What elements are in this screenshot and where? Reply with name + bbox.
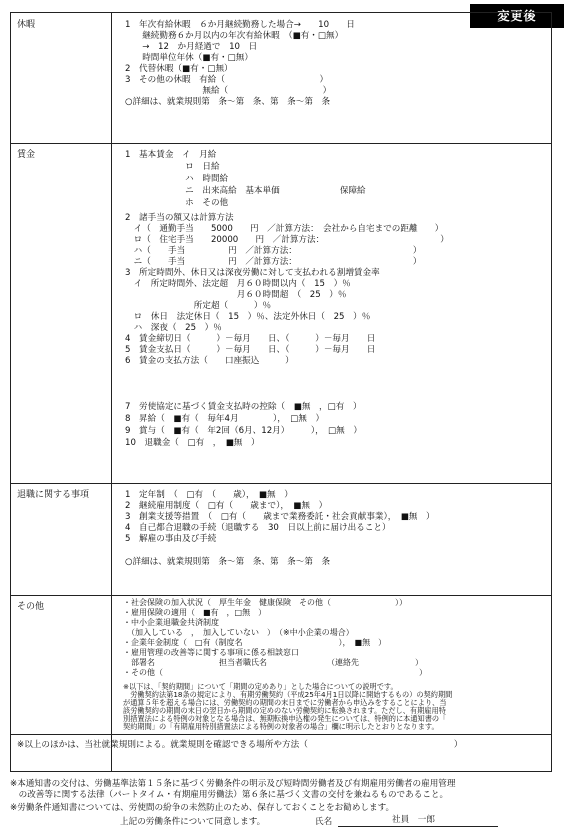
chingin-line: ロ 休日 法定休日（ 15 ）％、法定外休日（ 25 ）％ (125, 312, 371, 322)
chingin-line: ロ（ 住宅手当 20000 円 ／計算方法： ） (125, 235, 449, 245)
category-chingin: 賃金 (17, 150, 36, 160)
chingin-line: ハ 時間給 (125, 174, 229, 184)
notice-line: ※労働条件通知書については、労使間の紛争の未然防止のため、保存しておくことをお勧めします。 (10, 803, 395, 813)
chingin-line: 10 退職金（ □有 ， ■無 ） (125, 438, 260, 448)
note-line: 労働契約法第18条の規定により、有期労働契約（平成25年4月1日以降に開始するもの）の契約期間 (123, 690, 453, 699)
note-line: 契約期間」の「有期雇用特別措置法による特例の対象者の場合」欄に明示したとおりとなります。 (123, 722, 439, 731)
column-divider (111, 13, 112, 771)
notice-line: ※本通知書の交付は、労働基準法第１５条に基づく労働条件の明示及び短時間労働者及び有期雇用労働者の雇用管理 (10, 779, 456, 789)
taishoku-line: 5 解雇の事由及び手続 (125, 534, 217, 544)
taishoku-line: ○詳細は、就業規則第 条～第 条、第 条～第 条 (125, 557, 331, 567)
name-label: 氏名 (315, 817, 333, 827)
category-sonota: その他 (17, 602, 45, 612)
kyuka-line: → 12 か月経過で 10 日 (125, 42, 258, 52)
chingin-line: ロ 日給 (125, 162, 220, 172)
note-line: 別措置法による特例の対象となる場合は、無期転換申込権の発生については、特例的に本通知書の「 (123, 714, 447, 723)
employee-name: 社員 一郎 (392, 815, 435, 825)
row-divider (11, 483, 551, 484)
chingin-line: ハ（ 手当 円 ／計算方法： ） (125, 246, 422, 256)
chingin-line: ハ 深夜（ 25 ）％ (125, 323, 222, 333)
rules-reference-row: ※以上のほかは、当社就業規則による。就業規則を確認できる場所や方法（ ） (17, 740, 463, 750)
sonota-line: ・社会保険の加入状況（ 厚生年金 健康保険 その他（ ）） (123, 598, 407, 607)
chingin-line: 5 賃金支払日（ ）－毎月 日、（ ）－毎月 日 (125, 345, 376, 355)
chingin-line: 8 昇給（ ■有（ 毎年4月 ）， □無 ） (125, 414, 325, 424)
chingin-line: ニ（ 手当 円 ／計算方法： ） (125, 257, 422, 267)
kyuka-line: 1 年次有給休暇 ６か月継続勤務した場合→ 10 日 (125, 20, 355, 30)
sonota-line: ・雇用管理の改善等に関する事項に係る相談窓口 (123, 648, 299, 657)
note-line: ※以下は、「契約期間」について「期間の定めあり」とした場合についての説明です。 (123, 682, 398, 691)
taishoku-line: 4 自己都合退職の手続（退職する 30 日以上前に届け出ること） (125, 523, 391, 533)
kyuka-line: 時間単位年休（■有・□無） (125, 53, 253, 63)
kyuka-line: 継続勤務６か月以内の年次有給休暇 （■有・□無） (125, 31, 344, 41)
sonota-line: ・企業年金制度（ □有（制度名 ）， ■無 ） (123, 638, 387, 647)
row-divider (11, 143, 551, 144)
chingin-line: 3 所定時間外、休日又は深夜労働に対して支払われる割増賃金率 (125, 268, 380, 278)
chingin-line: 6 賃金の支払方法（ 口座振込 ） (125, 356, 294, 366)
taishoku-line: 3 創業支援等措置 （ □有（ 歳まで業務委託・社会貢献事業）， ■無 ） (125, 512, 435, 522)
chingin-line: 9 賞与（ ■有（ 年2回（6月、12月） ）， □無 ） (125, 426, 362, 436)
note-line: 該労働契約の期間の末日の翌日から期間の定めのない労働契約に転換されます。ただし、有期雇用特 (123, 706, 446, 715)
chingin-line: ニ 出来高給 基本単価 保障給 (125, 186, 366, 196)
chingin-line: ホ その他 (125, 198, 229, 208)
agreement-statement: 上記の労働条件について同意します。 (120, 817, 266, 827)
change-after-badge: 変更後 (470, 4, 564, 28)
sonota-line: ・中小企業退職金共済制度 (123, 618, 219, 627)
chingin-line: イ（ 通勤手当 5000 円 ／計算方法： 会社から自宅までの距離 ） (125, 224, 444, 234)
chingin-line: 4 賃金締切日（ ）－毎月 日、（ ）－毎月 日 (125, 334, 376, 344)
kyuka-line: 2 代替休暇（■有・□無） (125, 64, 233, 74)
kyuka-line: 3 その他の休暇 有給（ ） (125, 75, 329, 85)
signature-line (338, 826, 498, 827)
sonota-line: （加入している ， 加入していない ） （※中小企業の場合） (123, 628, 354, 637)
taishoku-line: 2 継続雇用制度（ □有（ 歳まで）， ■無 ） (125, 501, 328, 511)
chingin-line: 1 基本賃金 イ 月給 (125, 150, 217, 160)
note-line: が通算５年を超える場合には、労働契約の期間の末日までに労働者から申込みをすることにより、当 (123, 698, 447, 707)
chingin-line: 所定超（ ）％ (125, 301, 272, 311)
chingin-line: イ 所定時間外、法定超 月６０時間以内（ 15 ）％ (125, 279, 351, 289)
category-kyuka: 休暇 (17, 20, 36, 30)
category-taishoku: 退職に関する事項 (17, 490, 90, 500)
notice-line: の改善等に関する法律（パートタイム・有期雇用労働法）第６条に基づく文書の交付を兼ねるものであること。 (10, 790, 449, 800)
chingin-line: 7 労使協定に基づく賃金支払時の控除（ ■無 ，□有 ） (125, 402, 362, 412)
kyuka-line: ○詳細は、就業規則第 条～第 条、第 条～第 条 (125, 97, 331, 107)
sonota-line: 部署名 担当者職氏名 （連絡先 ） (123, 658, 423, 667)
sonota-line: ・その他（ ） (123, 668, 427, 677)
taishoku-line: 1 定年制 （ □有 （ 歳）， ■無 ） (125, 490, 293, 500)
conditions-table (10, 12, 552, 772)
sonota-line: ・雇用保険の適用（ ■有 ，□無 ） (123, 608, 267, 617)
chingin-line: 2 諸手当の額又は計算方法 (125, 213, 234, 223)
kyuka-line: 無給（ ） (125, 86, 332, 96)
chingin-line: 月６０時間超 （ 25 ）％ (125, 290, 347, 300)
row-divider (11, 595, 551, 596)
row-divider (11, 734, 551, 735)
